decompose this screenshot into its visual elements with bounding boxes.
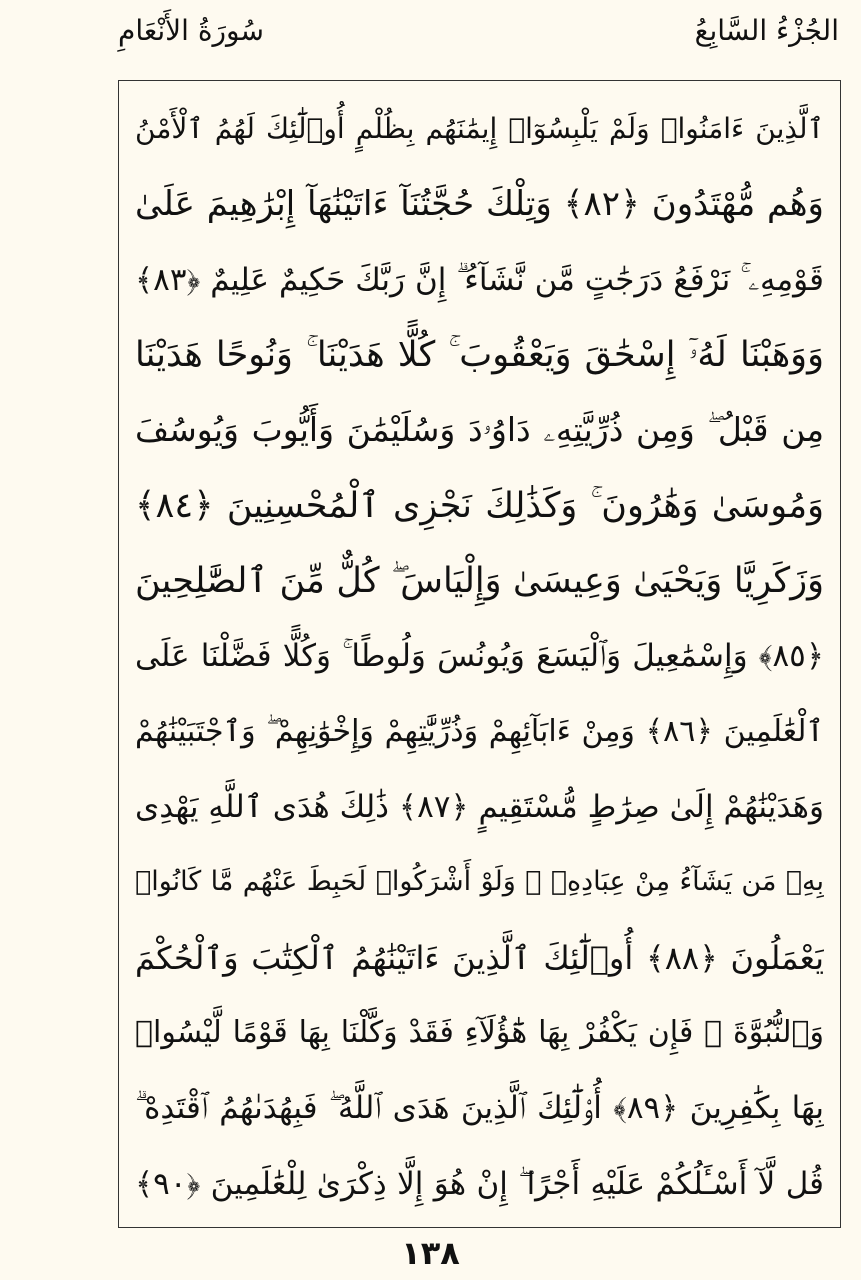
text-line: وَهَدَيْنَٰهُمْ إِلَىٰ صِرَٰطٍ مُّسْتَقِيمٍ ﴿٨٧﴾ ذَٰلِكَ هُدَى ٱللَّهِ يَهْدِى — [135, 788, 824, 825]
text-line: بِهِۦ مَن يَشَآءُ مِنْ عِبَادِهِۦ ۚ وَلَوْ أَشْرَكُوا۟ لَحَبِطَ عَنْهُم مَّا كَانُوا۟ — [135, 866, 824, 898]
surah-title: سُورَةُ الأَنْعَامِ — [118, 14, 264, 47]
text-line: وَهُم مُّهْتَدُونَ ﴿٨٢﴾ وَتِلْكَ حُجَّتُنَآ ءَاتَيْنَٰهَآ إِبْرَٰهِيمَ عَلَىٰ — [135, 184, 824, 225]
text-line: وَزَكَرِيَّا وَيَحْيَىٰ وَعِيسَىٰ وَإِلْيَاسَ ۖ كُلٌّ مِّنَ ٱلصَّٰلِحِينَ — [135, 560, 824, 601]
page-header — [0, 0, 861, 80]
text-line: وَوَهَبْنَا لَهُۥٓ إِسْحَٰقَ وَيَعْقُوبَ ۚ كُلًّا هَدَيْنَا ۚ وَنُوحًا هَدَيْنَا — [135, 334, 824, 375]
text-line: ٱلْعَٰلَمِينَ ﴿٨٦﴾ وَمِنْ ءَابَآئِهِمْ وَذُرِّيَّٰتِهِمْ وَإِخْوَٰنِهِمْ ۖ وَٱجْتَبَيْنَٰهُمْ — [135, 713, 824, 749]
text-frame — [118, 80, 841, 1228]
page-number: ١٣٨ — [401, 1234, 460, 1272]
text-line: قُل لَّآ أَسْـَٔلُكُمْ عَلَيْهِ أَجْرًا ۖ إِنْ هُوَ إِلَّا ذِكْرَىٰ لِلْعَٰلَمِينَ ﴿٩٠﴾ — [135, 1165, 824, 1202]
text-line: مِن قَبْلُ ۖ وَمِن ذُرِّيَّتِهِۦ دَاوُۥدَ وَسُلَيْمَٰنَ وَأَيُّوبَ وَيُوسُفَ — [135, 410, 824, 450]
text-line: قَوْمِهِۦ ۚ نَرْفَعُ دَرَجَٰتٍ مَّن نَّشَآءُ ۗ إِنَّ رَبَّكَ حَكِيمٌ عَلِيمٌ ﴿٨٣﴾ — [135, 261, 824, 298]
text-line: يَعْمَلُونَ ﴿٨٨﴾ أُو۟لَٰٓئِكَ ٱلَّذِينَ ءَاتَيْنَٰهُمُ ٱلْكِتَٰبَ وَٱلْحُكْمَ — [135, 938, 824, 977]
text-line: وَمُوسَىٰ وَهَٰرُونَ ۚ وَكَذَٰلِكَ نَجْزِى ٱلْمُحْسِنِينَ ﴿٨٤﴾ — [135, 485, 824, 526]
juz-title: الجُزْءُ السَّابِعُ — [694, 14, 839, 47]
text-line: وَٱلنُّبُوَّةَ ۚ فَإِن يَكْفُرْ بِهَا هَٰٓؤُلَآءِ فَقَدْ وَكَّلْنَا بِهَا قَوْمًا لَّيْسُوا۟ — [135, 1014, 824, 1050]
text-line: ٱلَّذِينَ ءَامَنُوا۟ وَلَمْ يَلْبِسُوٓا۟ إِيمَٰنَهُم بِظُلْمٍ أُو۟لَٰٓئِكَ لَهُمُ ٱلْأَمْنُ — [135, 112, 824, 145]
verse-lines — [135, 89, 824, 1219]
text-line: بِهَا بِكَٰفِرِينَ ﴿٨٩﴾ أُو۟لَٰٓئِكَ ٱلَّذِينَ هَدَى ٱللَّهُ ۖ فَبِهُدَىٰهُمُ ٱقْتَدِهْ ۗ — [135, 1090, 824, 1127]
text-line: ﴿٨٥﴾ وَإِسْمَٰعِيلَ وَٱلْيَسَعَ وَيُونُسَ وَلُوطًا ۚ وَكُلًّا فَضَّلْنَا عَلَى — [135, 638, 824, 675]
